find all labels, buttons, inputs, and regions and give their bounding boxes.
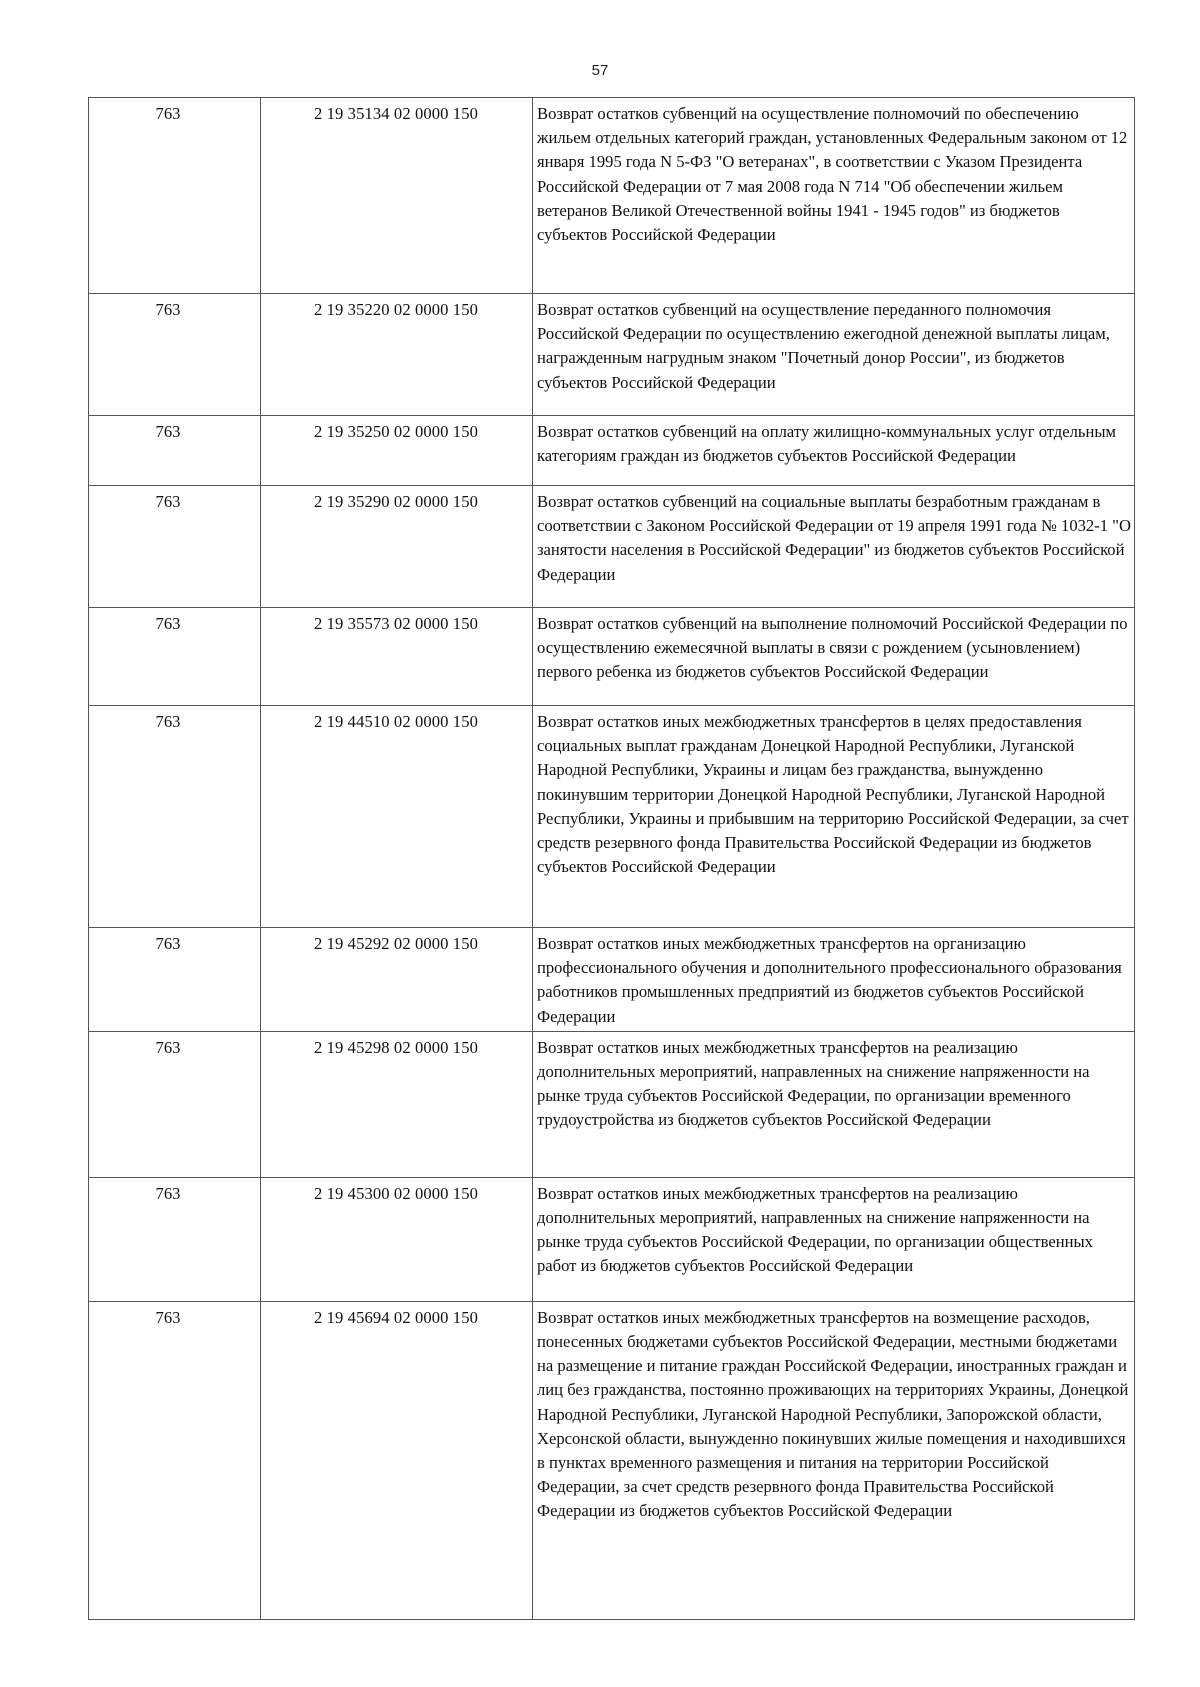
administrator-code: 763 — [89, 1177, 261, 1301]
budget-classification-code: 2 19 35220 02 0000 150 — [261, 294, 533, 416]
administrator-code: 763 — [89, 294, 261, 416]
page-number: 57 — [591, 62, 609, 79]
table-row — [89, 608, 1135, 706]
administrator-code: 763 — [89, 706, 261, 928]
budget-classification-code: 2 19 45300 02 0000 150 — [261, 1177, 533, 1301]
table-row — [89, 416, 1135, 486]
administrator-code: 763 — [89, 928, 261, 1032]
revenue-description: Возврат остатков субвенций на осуществление полномочий по обеспечению жильем отдельных категорий граждан, установленных Федеральным законом от 12 января 1995 года N 5-ФЗ "О ветеранах", в соответствии с Указом Президента Российской Федерации от 7 мая 2008 года N 714 "Об обеспечении жильем ветеранов Великой Отечественной войны 1941 - 1945 годов" из бюджетов субъектов Российской Федерации — [533, 98, 1135, 294]
administrator-code: 763 — [89, 486, 261, 608]
table-row — [89, 1301, 1135, 1619]
revenue-description: Возврат остатков субвенций на выполнение полномочий Российской Федерации по осуществлению ежемесячной выплаты в связи с рождением (усыновлением) первого ребенка из бюджетов субъектов Российской Федерации — [533, 608, 1135, 706]
revenue-description: Возврат остатков иных межбюджетных трансфертов на организацию профессионального обучения и дополнительного профессионального образования работников промышленных предприятий из бюджетов субъектов Российской Федерации — [533, 928, 1135, 1032]
administrator-code: 763 — [89, 1301, 261, 1619]
revenue-description: Возврат остатков субвенций на социальные выплаты безработным гражданам в соответствии с Законом Российской Федерации от 19 апреля 1991 года № 1032-1 "О занятости населения в Российской Федерации" из бюджетов субъектов Российской Федерации — [533, 486, 1135, 608]
budget-classification-code: 2 19 44510 02 0000 150 — [261, 706, 533, 928]
revenue-description: Возврат остатков иных межбюджетных трансфертов на возмещение расходов, понесенных бюджетами субъектов Российской Федерации, местными бюджетами на размещение и питание граждан Российской Федерации, иностранных граждан и лиц без гражданства, постоянно проживающих на территориях Украины, Донецкой Народной Республики, Луганской Народной Республики, Запорожской области, Херсонской области, вынужденно покинувших жилые помещения и находившихся в пунктах временного размещения и питания на территории Российской Федерации, за счет средств резервного фонда Правительства Российской Федерации из бюджетов субъектов Российской Федерации — [533, 1301, 1135, 1619]
budget-classification-code: 2 19 35290 02 0000 150 — [261, 486, 533, 608]
administrator-code: 763 — [89, 608, 261, 706]
table-row — [89, 1031, 1135, 1177]
administrator-code: 763 — [89, 98, 261, 294]
revenue-description: Возврат остатков субвенций на осуществление переданного полномочия Российской Федерации по осуществлению ежегодной денежной выплаты лицам, награжденным нагрудным знаком "Почетный донор России", из бюджетов субъектов Российской Федерации — [533, 294, 1135, 416]
revenue-description: Возврат остатков иных межбюджетных трансфертов в целях предоставления социальных выплат гражданам Донецкой Народной Республики, Луганской Народной Республики, Украины и лицам без гражданства, вынужденно покинувшим территории Донецкой Народной Республики, Луганской Народной Республики, Украины и прибывшим на территорию Российской Федерации, за счет средств резервного фонда Правительства Российской Федерации из бюджетов субъектов Российской Федерации — [533, 706, 1135, 928]
table-row — [89, 1177, 1135, 1301]
revenue-description: Возврат остатков иных межбюджетных трансфертов на реализацию дополнительных мероприятий, направленных на снижение напряженности на рынке труда субъектов Российской Федерации, по организации временного трудоустройства из бюджетов субъектов Российской Федерации — [533, 1031, 1135, 1177]
budget-classification-code: 2 19 35573 02 0000 150 — [261, 608, 533, 706]
table-row — [89, 706, 1135, 928]
budget-classification-code: 2 19 45694 02 0000 150 — [261, 1301, 533, 1619]
table-row — [89, 98, 1135, 294]
table-row — [89, 928, 1135, 1032]
budget-classification-code: 2 19 35250 02 0000 150 — [261, 416, 533, 486]
table-row — [89, 486, 1135, 608]
administrator-code: 763 — [89, 416, 261, 486]
budget-classification-code: 2 19 45292 02 0000 150 — [261, 928, 533, 1032]
budget-classification-code: 2 19 45298 02 0000 150 — [261, 1031, 533, 1177]
revenue-description: Возврат остатков субвенций на оплату жилищно-коммунальных услуг отдельным категориям граждан из бюджетов субъектов Российской Федерации — [533, 416, 1135, 486]
budget-classification-code: 2 19 35134 02 0000 150 — [261, 98, 533, 294]
revenue-description: Возврат остатков иных межбюджетных трансфертов на реализацию дополнительных мероприятий, направленных на снижение напряженности на рынке труда субъектов Российской Федерации, по организации общественных работ из бюджетов субъектов Российской Федерации — [533, 1177, 1135, 1301]
administrator-code: 763 — [89, 1031, 261, 1177]
budget-codes-table — [88, 97, 1135, 1620]
table-row — [89, 294, 1135, 416]
